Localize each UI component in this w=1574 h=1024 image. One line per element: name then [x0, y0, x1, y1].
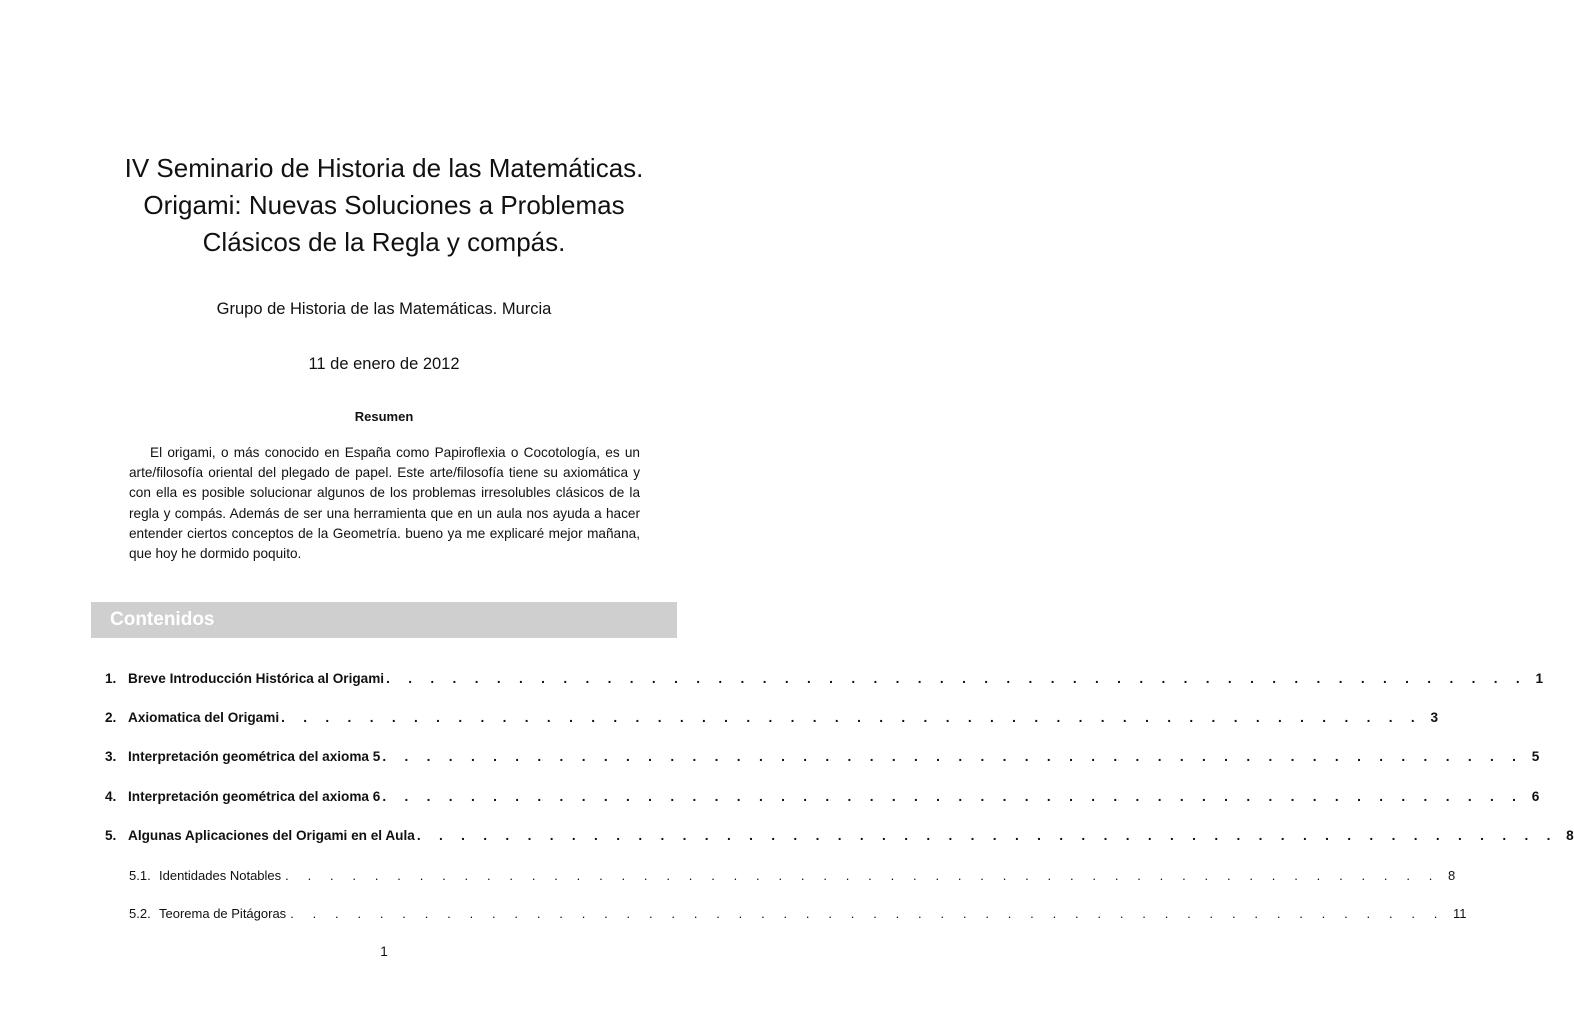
contents-header-bar	[91, 602, 677, 638]
toc-subentry-page: 8	[1447, 868, 1456, 883]
toc-entry-5[interactable]	[105, 828, 1574, 848]
author-line: Grupo de Historia de las Matemáticas. Murcia	[216, 300, 552, 318]
toc-entry-page: 3	[1430, 710, 1439, 725]
toc-dot-leader: . . . . . . . . . . . . . . . . . . . . . . . . . . . . . . . . . . . . . . . . . . . . . . . . . . . .	[386, 671, 1528, 686]
title-line-3: Clásicos de la Regla y compás.	[202, 227, 566, 257]
toc-dot-leader: . . . . . . . . . . . . . . . . . . . . . . . . . . . . . . . . . . . . . . . . . . . . . . . . . . . .	[416, 828, 1558, 843]
toc-entry-number: 4.	[105, 789, 117, 804]
toc-entry-label: Interpretación geométrica del axioma 5	[128, 749, 381, 764]
toc-dot-leader: . . . . . . . . . . . . . . . . . . . . . . . . . . . . . . . . . . . . . . . . . . . . . . . . . . . .	[382, 749, 1524, 764]
date-line: 11 de enero de 2012	[308, 355, 460, 373]
toc-subentry-label: Identidades Notables	[159, 868, 282, 883]
toc-entry-number: 5.	[105, 828, 117, 843]
toc-entry-1[interactable]	[105, 671, 1544, 691]
toc-entry-2[interactable]	[105, 710, 1439, 730]
toc-dot-leader: . . . . . . . . . . . . . . . . . . . . . . . . . . . . . . . . . . . . . . . . . . . . . . . . . . . .	[382, 789, 1524, 804]
toc-dot-leader: . . . . . . . . . . . . . . . . . . . . . . . . . . . . . . . . . . . . . . . . . . . . . . . . . . . .	[281, 710, 1423, 725]
toc-dot-leader: . . . . . . . . . . . . . . . . . . . . . . . . . . . . . . . . . . . . . . . . . . . . . . . . . . . .	[285, 868, 1440, 883]
toc-entry-number: 2.	[105, 710, 117, 725]
toc-entry-4[interactable]	[105, 789, 1540, 809]
toc-entry-label: Algunas Aplicaciones del Origami en el Aula	[128, 828, 415, 843]
toc-subentry-label: Teorema de Pitágoras	[159, 906, 287, 921]
page-number: 1	[380, 944, 388, 959]
toc-subentry-5-1[interactable]	[129, 868, 1456, 888]
toc-entry-label: Interpretación geométrica del axioma 6	[128, 789, 381, 804]
toc-subentry-5-2[interactable]	[129, 906, 1467, 926]
toc-entry-number: 3.	[105, 749, 117, 764]
title-line-2: Origami: Nuevas Soluciones a Problemas	[143, 190, 625, 220]
toc-dot-leader: . . . . . . . . . . . . . . . . . . . . . . . . . . . . . . . . . . . . . . . . . . . . . . . . . . . .	[290, 906, 1446, 921]
toc-entry-label: Breve Introducción Histórica al Origami	[128, 671, 385, 686]
abstract-heading: Resumen	[354, 409, 414, 424]
abstract-body: El origami, o más conocido en España como Papiroflexia o Cocotología, es un arte/filosofía oriental del plegado de papel. Este arte/filosofía tiene su axiomática y con ella es posible solucionar algunos de los problemas irresolubles clásicos de la regla y compás. Además de ser una herramienta que en un aula nos ayuda a hacer entender ciertos conceptos de la Geometría. bueno ya me explicaré mejor mañana, que hoy he dormido poquito.	[129, 445, 640, 562]
toc-entry-page: 5	[1531, 749, 1540, 764]
toc-subentry-page: 11	[1453, 906, 1467, 921]
contents-title: Contenidos	[110, 609, 215, 630]
toc-entry-3[interactable]	[105, 749, 1540, 769]
toc-subentry-number: 5.2.	[129, 906, 151, 921]
title-line-1: IV Seminario de Historia de las Matemáticas.	[124, 153, 644, 183]
toc-entry-page: 8	[1566, 828, 1574, 843]
toc-entry-page: 1	[1535, 671, 1544, 686]
toc-subentry-number: 5.1.	[129, 868, 151, 883]
toc-entry-number: 1.	[105, 671, 117, 686]
document-title	[0, 150, 768, 261]
toc-entry-label: Axiomatica del Origami	[128, 710, 280, 725]
toc-entry-page: 6	[1531, 789, 1540, 804]
